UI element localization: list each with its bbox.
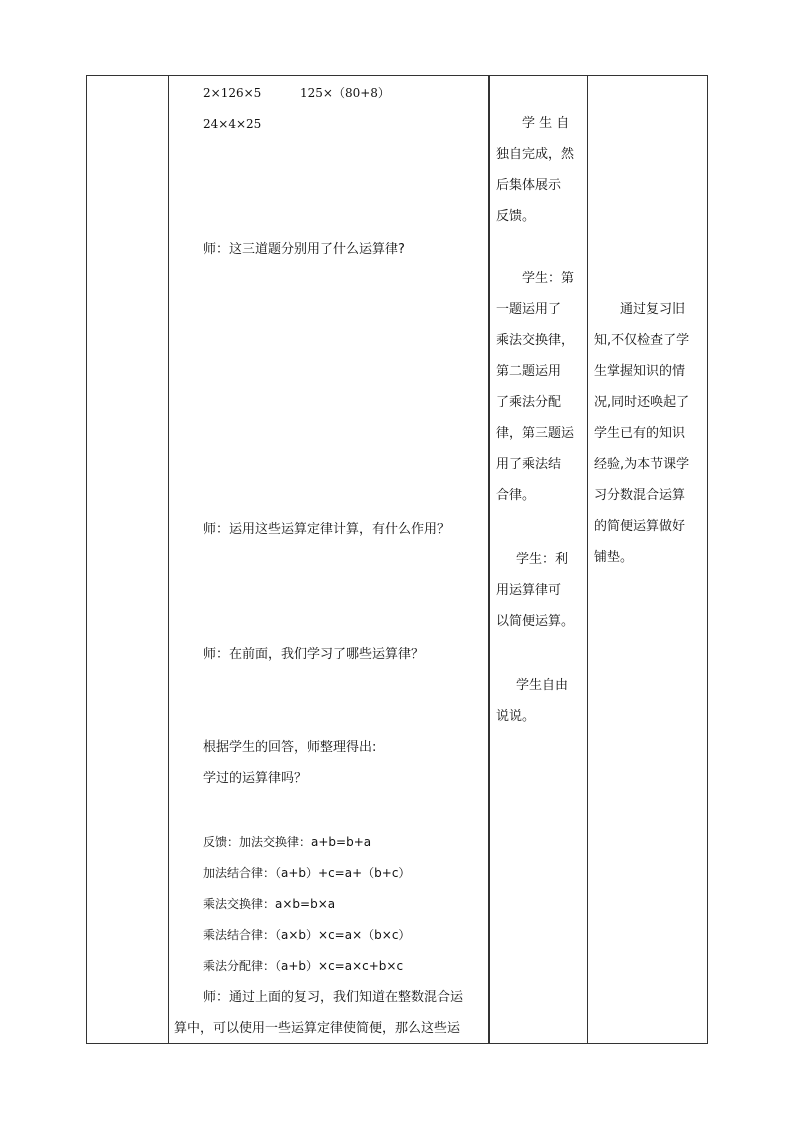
law-line: 加法结合律：（a+b）+c=a+（b+c） [203, 866, 411, 880]
intent-line: 学生已有的知识 [594, 426, 686, 441]
intent-line: 通过复习旧 [620, 302, 686, 317]
table-bottom-border [86, 1043, 708, 1044]
student-block [496, 670, 568, 732]
student-block [496, 263, 574, 511]
student-line: 用了乘法结 [496, 457, 562, 472]
column-divider-3 [587, 75, 588, 1044]
student-line: 学生：第 [522, 271, 575, 286]
student-line: 说说。 [496, 709, 536, 724]
intent-line: 的简便运算做好 [594, 519, 686, 534]
student-line: 反馈。 [496, 209, 536, 224]
summary-line: 学过的运算律吗？ [203, 771, 308, 786]
student-line: 合律。 [496, 488, 536, 503]
law-line: 乘法分配律：（a+b）×c=a×c+b×c [203, 959, 404, 973]
student-line: 一题运用了 [496, 302, 562, 317]
student-line: 以简便运算。 [496, 614, 575, 629]
student-line: 用运算律可 [496, 583, 562, 598]
student-line: 学生：利 [516, 552, 569, 567]
law-line: 乘法结合律：（a×b）×c=a×（b×c） [203, 928, 411, 942]
table-left-border [86, 75, 87, 1044]
intent-line: 生掌握知识的情 [594, 364, 686, 379]
column-divider-1 [168, 75, 169, 1044]
student-line: 后集体展示 [496, 178, 562, 193]
intent-line: 铺垫。 [594, 550, 634, 565]
law-line: 反馈：加法交换律：a+b=b+a [203, 835, 372, 849]
table-top-border [86, 75, 708, 76]
student-line: 第二题运用 [496, 364, 562, 379]
exercise-expression: 2×126×5 [203, 86, 262, 100]
student-line: 独自完成，然 [496, 147, 575, 162]
student-line: 律，第三题运 [496, 426, 575, 441]
paragraph-line: 算中，可以使用一些运算定律使简便，那么这些运 [174, 1021, 461, 1036]
paragraph-line: 师：通过上面的复习，我们知道在整数混合运 [203, 990, 464, 1005]
intent-line: 经验,为本节课学 [594, 457, 690, 472]
student-line: 了乘法分配 [496, 395, 562, 410]
student-line: 乘法交换律， [496, 333, 575, 348]
intent-line: 习分数混合运算 [594, 488, 686, 503]
intent-line: 知,不仅检查了学 [594, 333, 690, 348]
student-block [496, 544, 574, 637]
intent-line: 况,同时还唤起了 [594, 395, 690, 410]
student-line: 学生自由 [516, 678, 569, 693]
design-intent-column [594, 294, 689, 573]
exercise-expression: 125×（80+8） [300, 86, 390, 100]
summary-line: 根据学生的回答，师整理得出: [203, 740, 377, 755]
law-line: 乘法交换律：a×b=b×a [203, 897, 336, 911]
student-block [496, 108, 574, 232]
teacher-question: 师：运用这些运算定律计算，有什么作用？ [203, 522, 451, 537]
table-right-border [707, 75, 708, 1044]
teacher-question: 师：在前面，我们学习了哪些运算律？ [203, 647, 425, 662]
column-divider-2 [488, 75, 490, 1044]
teacher-question: 师：这三道题分别用了什么运算律? [203, 242, 405, 257]
student-line: 学 生 自 [522, 116, 570, 131]
exercise-expression: 24×4×25 [203, 117, 262, 131]
